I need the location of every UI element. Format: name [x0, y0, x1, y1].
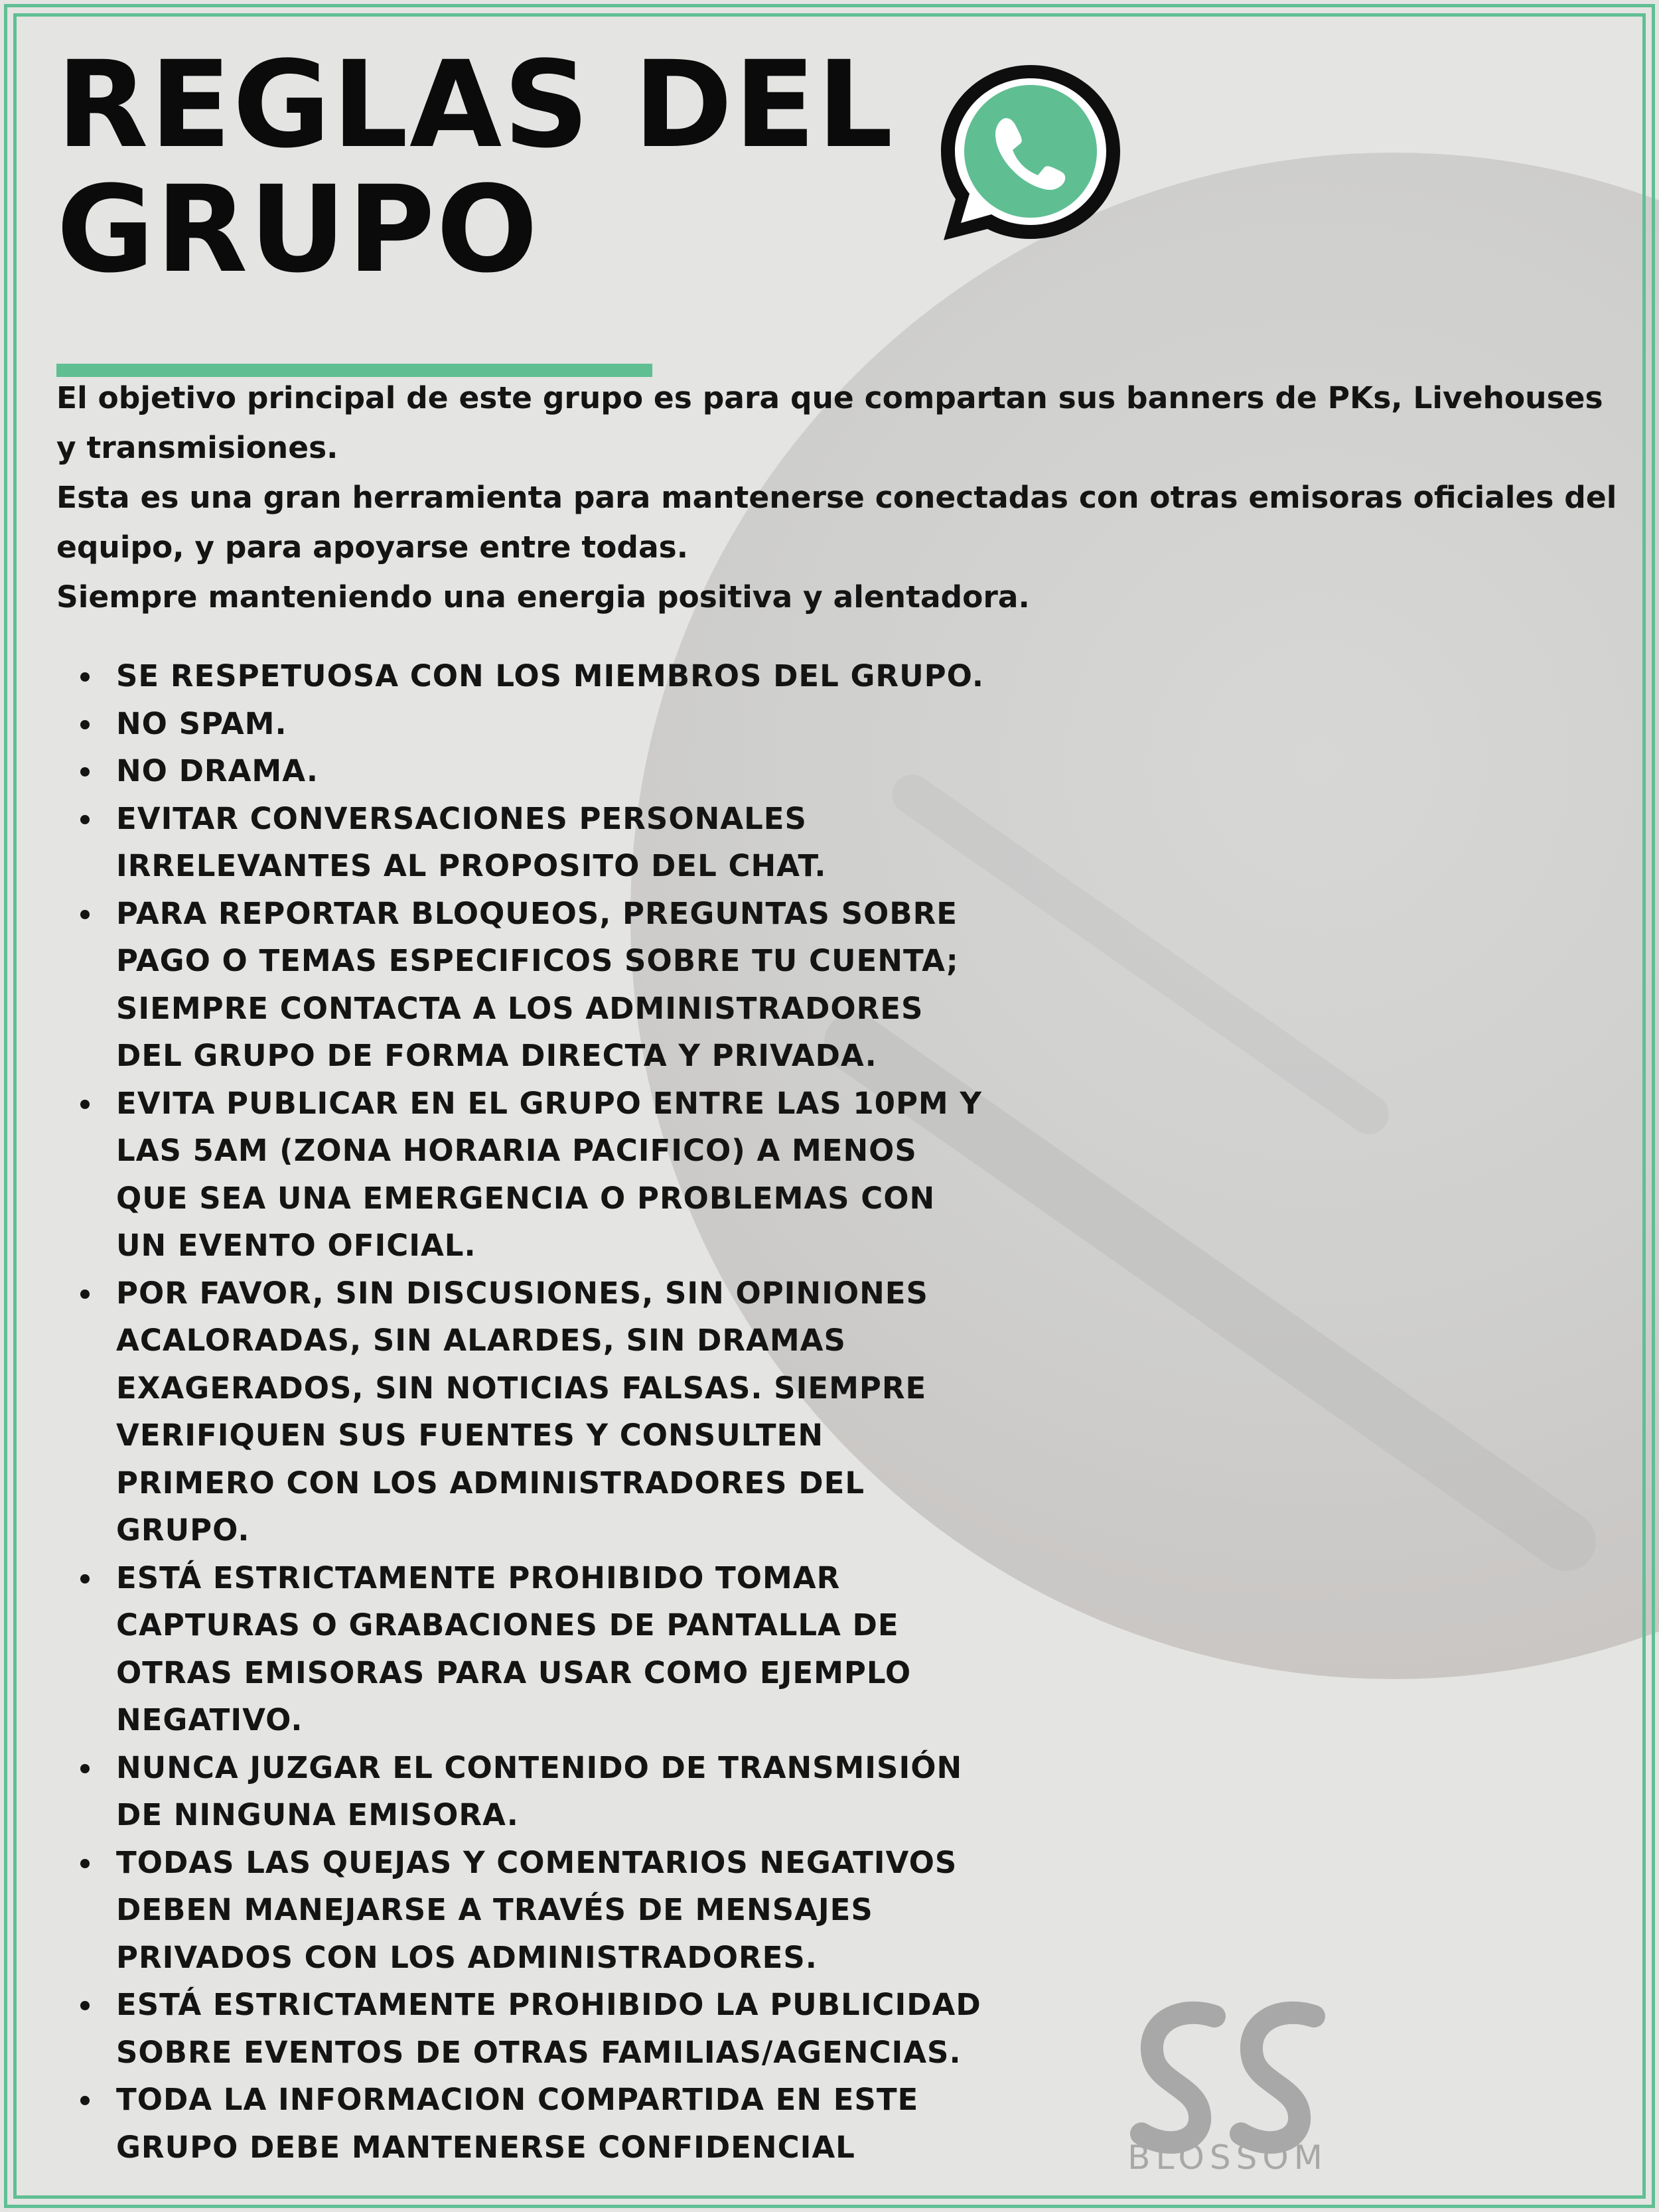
rule-line: ESTÁ ESTRICTAMENTE PROHIBIDO LA PUBLICIDAD	[116, 1987, 981, 2022]
page-title	[56, 36, 895, 299]
rule-item	[56, 747, 984, 795]
rule-line: OTRAS EMISORAS PARA USAR COMO EJEMPLO	[116, 1655, 912, 1690]
rule-line: SOBRE EVENTOS DE OTRAS FAMILIAS/AGENCIAS.	[116, 2034, 962, 2070]
rule-item	[56, 1839, 984, 1982]
rule-line: LAS 5AM (ZONA HORARIA PACIFICO) A MENOS	[116, 1133, 917, 1168]
rule-line: ESTÁ ESTRICTAMENTE PROHIBIDO TOMAR	[116, 1560, 841, 1595]
rule-line: UN EVENTO OFICIAL.	[116, 1228, 476, 1263]
rule-item	[56, 1080, 984, 1270]
rule-item	[56, 652, 984, 700]
rule-item	[56, 700, 984, 748]
title-line: REGLAS DEL	[56, 36, 895, 175]
rule-item	[56, 1554, 984, 1744]
intro-line: El objetivo principal de este grupo es para que compartan sus banners de PKs, Livehouses	[56, 380, 1603, 415]
intro-line: y transmisiones.	[56, 430, 338, 465]
rule-item	[56, 1744, 984, 1839]
rule-line: TODA LA INFORMACION COMPARTIDA EN ESTE	[116, 2082, 919, 2117]
rule-line: GRUPO.	[116, 1512, 250, 1548]
rule-line: POR FAVOR, SIN DISCUSIONES, SIN OPINIONES	[116, 1275, 928, 1311]
rules-list	[56, 652, 984, 2171]
rule-item	[56, 2076, 984, 2171]
rule-line: DE NINGUNA EMISORA.	[116, 1797, 519, 1832]
rule-line: NEGATIVO.	[116, 1702, 303, 1737]
rule-line: TODAS LAS QUEJAS Y COMENTARIOS NEGATIVOS	[116, 1844, 958, 1880]
rule-line: GRUPO DEBE MANTENERSE CONFIDENCIAL	[116, 2129, 855, 2165]
rule-item	[56, 1981, 984, 2076]
rule-line: NUNCA JUZGAR EL CONTENIDO DE TRANSMISIÓN	[116, 1749, 963, 1785]
rule-line: PAGO O TEMAS ESPECIFICOS SOBRE TU CUENTA;	[116, 943, 959, 978]
rule-line: EVITAR CONVERSACIONES PERSONALES	[116, 800, 807, 836]
rule-line: VERIFIQUEN SUS FUENTES Y CONSULTEN	[116, 1418, 824, 1453]
title-line: GRUPO	[56, 161, 540, 299]
rule-line: ACALORADAS, SIN ALARDES, SIN DRAMAS	[116, 1323, 846, 1358]
rule-line: PRIVADOS CON LOS ADMINISTRADORES.	[116, 1939, 818, 1975]
rule-line: NO DRAMA.	[116, 753, 319, 788]
rule-line: EVITA PUBLICAR EN EL GRUPO ENTRE LAS 10PM Y	[116, 1085, 982, 1121]
rule-line: DEBEN MANEJARSE A TRAVÉS DE MENSAJES	[116, 1892, 873, 1927]
rule-line: SE RESPETUOSA CON LOS MIEMBROS DEL GRUPO.	[116, 658, 984, 694]
intro-paragraph	[56, 373, 1649, 622]
rule-line: EXAGERADOS, SIN NOTICIAS FALSAS. SIEMPRE	[116, 1370, 927, 1406]
rule-line: SIEMPRE CONTACTA A LOS ADMINISTRADORES	[116, 990, 924, 1026]
rule-line: PRIMERO CON LOS ADMINISTRADORES DEL	[116, 1465, 865, 1501]
intro-line: equipo, y para apoyarse entre todas.	[56, 530, 689, 565]
rule-item	[56, 1270, 984, 1554]
rule-line: PARA REPORTAR BLOQUEOS, PREGUNTAS SOBRE	[116, 895, 958, 931]
brand-name: BLOSSOM	[1127, 2138, 1328, 2177]
rule-item	[56, 890, 984, 1080]
rule-line: QUE SEA UNA EMERGENCIA O PROBLEMAS CON	[116, 1180, 936, 1216]
whatsapp-icon	[934, 60, 1127, 252]
rule-line: CAPTURAS O GRABACIONES DE PANTALLA DE	[116, 1607, 899, 1643]
rule-line: IRRELEVANTES AL PROPOSITO DEL CHAT.	[116, 848, 827, 883]
intro-line: Esta es una gran herramienta para mantenerse conectadas con otras emisoras oficiales del	[56, 480, 1617, 515]
intro-line: Siempre manteniendo una energia positiva y alentadora.	[56, 579, 1030, 615]
rule-line: NO SPAM.	[116, 705, 287, 741]
rule-item	[56, 795, 984, 890]
rule-line: DEL GRUPO DE FORMA DIRECTA Y PRIVADA.	[116, 1038, 877, 1073]
